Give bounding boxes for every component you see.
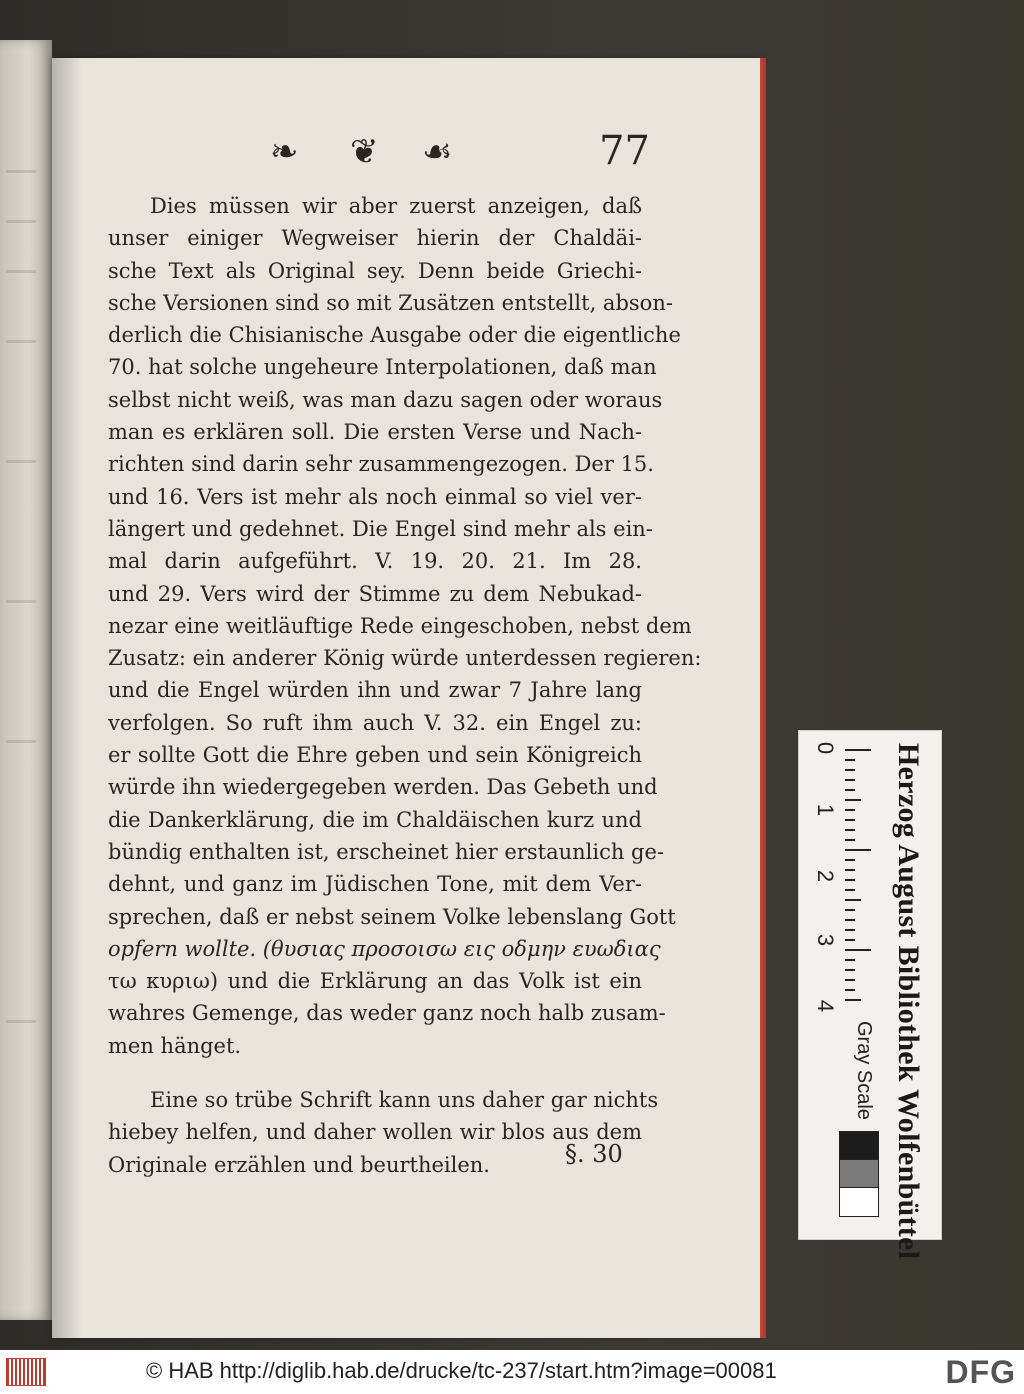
ruler-tick [845, 869, 855, 871]
text-line: würde ihn wiedergegeben werden. Das Gebeth und [108, 775, 658, 800]
ruler-tick [845, 839, 855, 841]
text-line: selbst nicht weiß, was man dazu sagen oder woraus [108, 387, 663, 412]
ornament-left-icon: ❧ [270, 132, 299, 172]
ruler-tick [845, 919, 855, 921]
hab-logo-icon [6, 1358, 46, 1386]
paragraph-1 [108, 190, 702, 1062]
ruler-tick [845, 989, 855, 991]
ruler-tick [845, 909, 855, 911]
ruler-tick [845, 959, 855, 961]
previous-page-edge [0, 40, 52, 1320]
text-line: derlich die Chisianische Ausgabe oder die eigentliche [108, 323, 681, 348]
ruler-tick [845, 819, 855, 821]
ruler-tick [845, 799, 861, 801]
text-line: Zusatz: ein anderer König würde unterdessen regieren: [108, 646, 702, 671]
text-line: sche Text als Original sey. Denn beide Griechi- [108, 258, 642, 283]
text-line: 70. hat solche ungeheure Interpolationen, daß man [108, 355, 657, 380]
text-line: wahres Gemenge, das weder ganz noch halb zusam- [108, 1001, 666, 1026]
gray-swatch-light [839, 1187, 879, 1217]
text-line: die Dankerklärung, die im Chaldäischen kurz und [108, 807, 642, 832]
text-line: τω κυριω) und die Erklärung an das Volk ist ein [108, 969, 642, 994]
text-line: bündig enthalten ist, erscheinet hier erstaunlich ge- [108, 839, 665, 864]
ornament-center-icon: ❦ [350, 132, 379, 172]
page-number: 77 [599, 128, 650, 174]
copyright-link[interactable]: © HAB http://diglib.hab.de/drucke/tc-237/start.htm?image=00081 [146, 1358, 777, 1383]
text-line: Eine so trübe Schrift kann uns daher gar nichts [150, 1088, 659, 1113]
body-text [108, 190, 702, 1181]
ruler-tick [845, 779, 855, 781]
ruler-tick [845, 829, 855, 831]
text-line: richten sind darin sehr zusammengezogen. Der 15. [108, 452, 654, 477]
text-line: men hänget. [108, 1033, 242, 1058]
ruler-number: 3 [813, 933, 839, 947]
ruler-tick [845, 979, 855, 981]
text-line: er sollte Gott die Ehre geben und sein Königreich [108, 743, 642, 768]
ruler-number: 4 [813, 999, 839, 1013]
dfg-logo: DFG [945, 1354, 1016, 1390]
text-line: verfolgen. So ruft ihm auch V. 32. ein Engel zu: [108, 710, 642, 735]
ornament-right-icon: ☙ [422, 132, 453, 172]
text-line: und 16. Vers ist mehr als noch einmal so viel ver- [108, 484, 642, 509]
ruler-tick [845, 889, 855, 891]
red-page-edge [760, 58, 766, 1338]
ruler-tick [845, 809, 855, 811]
ruler-tick [845, 929, 855, 931]
ruler-tick [845, 999, 861, 1001]
text-line: Dies müssen wir aber zuerst anzeigen, daß [150, 194, 642, 218]
catchword: §. 30 [565, 1140, 623, 1168]
text-line: hiebey helfen, und daher wollen wir blos aus dem [108, 1120, 642, 1145]
ruler-number: 1 [813, 803, 839, 817]
ruler-tick [845, 789, 855, 791]
scale-card [798, 730, 942, 1260]
ruler-tick [845, 899, 861, 901]
text-line: mal darin aufgeführt. V. 19. 20. 21. Im 28. [108, 549, 642, 574]
ruler-tick [845, 879, 855, 881]
text-line: und 29. Vers wird der Stimme zu dem Nebukad- [108, 581, 642, 606]
ruler-number: 0 [813, 741, 839, 755]
footer-bar [0, 1350, 1024, 1394]
text-line: und die Engel würden ihn und zwar 7 Jahre lang [108, 678, 642, 703]
page-header [270, 128, 650, 178]
page-gutter-shadow [52, 58, 82, 1338]
gray-swatch-dark [839, 1131, 879, 1161]
ruler-tick [845, 859, 855, 861]
text-line-greek: opfern wollte. (θυσιας προσοισω εις οδμην ευωδιας [108, 936, 661, 961]
gray-scale-label: Gray Scale [853, 1021, 875, 1120]
text-line: Originale erzählen und beurtheilen. [108, 1152, 490, 1177]
text-line: dehnt, und ganz im Jüdischen Tone, mit dem Ver- [108, 872, 642, 897]
text-line: längert und gedehnet. Die Engel sind mehr als ein- [108, 516, 653, 541]
ruler [845, 739, 871, 1001]
text-line: sprechen, daß er nebst seinem Volke lebenslang Gott [108, 904, 676, 929]
text-line: man es erklären soll. Die ersten Verse und Nach- [108, 420, 642, 445]
text-line: unser einiger Wegweiser hierin der Chaldäi- [108, 226, 642, 251]
ruler-tick [845, 749, 871, 751]
ruler-tick [845, 939, 855, 941]
text-line: sche Versionen sind so mit Zusätzen entstellt, abson- [108, 290, 673, 315]
paragraph-2 [108, 1084, 659, 1181]
text-line: nezar eine weitläuftige Rede eingeschoben, nebst dem [108, 613, 692, 638]
ruler-tick [845, 759, 855, 761]
ruler-tick [845, 949, 871, 951]
institution-name: Herzog August Bibliothek Wolfenbüttel [892, 743, 925, 1260]
ruler-tick [845, 849, 871, 851]
gray-swatch-mid [839, 1159, 879, 1189]
ruler-number: 2 [813, 869, 839, 883]
ruler-tick [845, 969, 855, 971]
ruler-tick [845, 769, 855, 771]
